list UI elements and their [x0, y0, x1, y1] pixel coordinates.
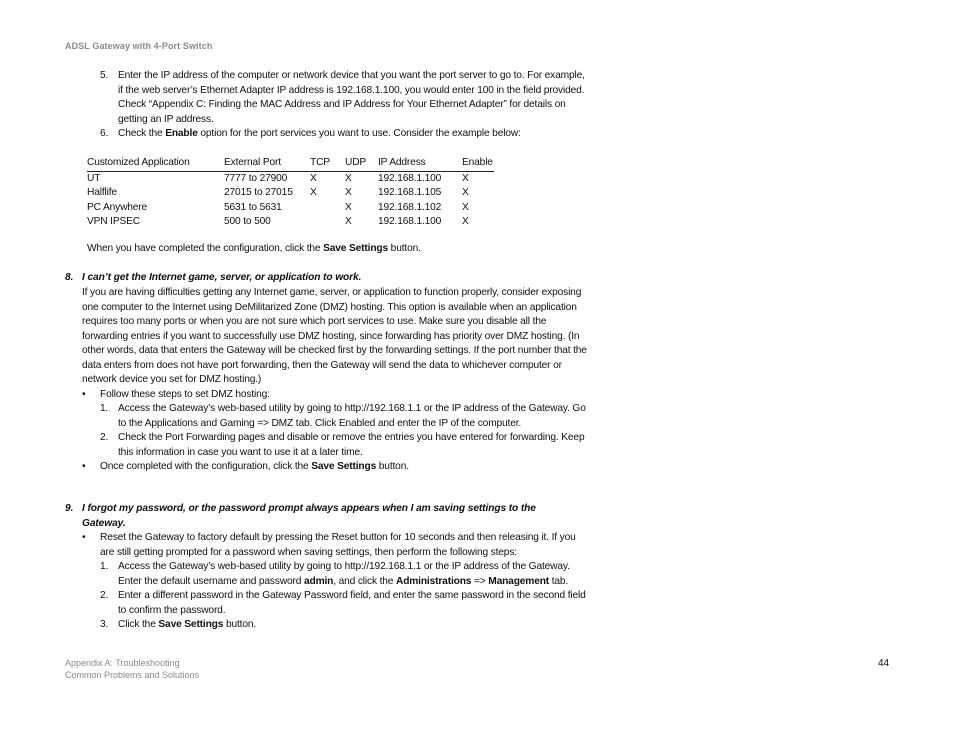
column-header: UDP: [345, 156, 378, 171]
table-cell: X: [345, 216, 352, 227]
question-8-body: [82, 286, 590, 475]
step-number: 3.: [100, 619, 109, 630]
table-cell: X: [310, 172, 317, 184]
table-cell: X: [462, 201, 469, 213]
table-row: [87, 215, 494, 230]
step-number: 2.: [100, 432, 109, 443]
step-text: [118, 618, 590, 633]
text-run: button.: [388, 243, 421, 254]
step-number: 2.: [100, 590, 109, 601]
bullet-item: [82, 460, 590, 475]
title-line: I forgot my password, or the password prompt always appears when I am saving settings to the: [82, 503, 536, 514]
table-cell: 27015 to 27015: [224, 187, 293, 198]
question-9-body: [82, 531, 590, 633]
title-line: Gateway.: [82, 517, 126, 529]
bullet-icon: •: [82, 461, 86, 472]
bullet-item: [82, 388, 590, 403]
dmz-steps: [82, 402, 590, 460]
table-cell: 7777 to 27900: [224, 172, 288, 184]
question-8-number: 8.: [65, 272, 74, 283]
admin-term: admin: [303, 575, 334, 587]
text-run: When you have completed the configuration, click the: [87, 243, 324, 254]
table-cell: X: [462, 172, 469, 184]
step-text: Check the Port Forwarding pages and disable or remove the entries you have entered for forwarding. Keep this information in case you want to use it at a later time.: [118, 432, 585, 458]
step-text: Access the Gateway’s web-based utility by going to http://192.168.1.1 or the IP address of the Gateway. Go to the Applications and Gaming => DMZ tab. Click Enabled and enter the IP of the computer.: [118, 403, 586, 429]
step-1: [100, 402, 590, 431]
management-term: Management: [488, 575, 550, 587]
bullet-text: Reset the Gateway to factory default by pressing the Reset button for 10 seconds and then releasing it. If you are still getting prompted for a password when saving settings, then perform the following steps:: [100, 532, 576, 558]
step-text: [118, 127, 590, 142]
table-cell: X: [345, 187, 352, 198]
completed-note: [87, 242, 587, 257]
table-cell: [310, 201, 345, 216]
running-header: ADSL Gateway with 4-Port Switch: [65, 41, 213, 51]
text-run: Once completed with the configuration, click the: [100, 461, 312, 472]
table-cell: 192.168.1.100: [378, 172, 442, 184]
question-8-title: I can’t get the Internet game, server, or application to work.: [82, 272, 362, 283]
bullet-text: [100, 460, 409, 475]
footer: [65, 657, 199, 681]
table-cell: PC Anywhere: [87, 201, 148, 213]
table-cell: 192.168.1.102: [378, 201, 442, 213]
save-settings-term: Save Settings: [311, 461, 377, 472]
text-run: option for the port services you want to use. Consider the example below:: [197, 128, 521, 139]
step-6: [100, 127, 590, 142]
bullet-text: Follow these steps to set DMZ hosting:: [100, 388, 270, 400]
text-run: Check the: [118, 128, 166, 139]
table-header-row: [87, 156, 494, 171]
step-number: 1.: [100, 403, 109, 414]
text-run: Access the Gateway’s web-based utility by going to http://192.168.1.1 or the IP address of the Gateway. Enter the default username and password: [118, 561, 570, 587]
column-header: Enable: [462, 156, 494, 171]
table-cell: 5631 to 5631: [224, 201, 282, 213]
step-3: [100, 618, 590, 633]
bullet-icon: •: [82, 388, 86, 400]
step-text: Enter a different password in the Gateway Password field, and enter the same password in the second field to confirm the password.: [118, 590, 586, 616]
table-cell: [310, 215, 345, 230]
text-run: =>: [471, 575, 489, 587]
step-text: [118, 560, 590, 589]
steps-5-6: [100, 69, 590, 142]
password-steps: [82, 560, 590, 633]
port-services-table: [87, 156, 494, 230]
table-cell: X: [310, 187, 317, 198]
step-2: [100, 589, 590, 618]
page-number: 44: [878, 658, 890, 669]
footer-subsection: Common Problems and Solutions: [65, 670, 200, 680]
bullet-item: [82, 531, 590, 560]
save-settings-term: Save Settings: [158, 619, 224, 630]
text-run: button.: [376, 461, 409, 472]
table-cell: 192.168.1.100: [378, 216, 442, 227]
column-header: IP Address: [378, 156, 462, 171]
enable-term: Enable: [165, 128, 198, 139]
dmz-paragraph: If you are having difficulties getting any Internet game, server, or application to function properly, consider exposing one computer to the Internet using DeMilitarized Zone (DMZ) hosting. This option is available when an application requires too many ports or when you are not sure which port services to use. Make sure you disable all the forwarding entries if you want to successfully use DMZ hosting, since forwarding has priority over DMZ hosting. (In other words, data that enters the Gateway will be checked first by the forwarding settings. If the port number that the data enters from does not have port forwarding, then the Gateway will send the data to whichever computer or network device you set for DMZ hosting.): [82, 287, 587, 385]
table-row: [87, 186, 494, 201]
step-text: Enter the IP address of the computer or network device that you want the port server to go to. For example, if the web server’s Ethernet Adapter IP address is 192.168.1.100, you would enter 100 in the field provided. Check “Appendix C: Finding the MAC Address and IP Address for Your Ethernet Adapter” for details on getting an IP address.: [118, 70, 585, 125]
table-cell: X: [462, 216, 469, 227]
table-cell: X: [345, 201, 352, 213]
table-cell: 500 to 500: [224, 216, 271, 227]
column-header: TCP: [310, 156, 345, 171]
text-run: , and click the: [333, 575, 396, 587]
footer-section: Appendix A: Troubleshooting: [65, 658, 180, 668]
table-row: [87, 171, 494, 186]
table-row: [87, 201, 494, 216]
step-number: 6.: [100, 128, 109, 139]
table-cell: 192.168.1.105: [378, 187, 442, 198]
text-run: tab.: [549, 575, 569, 587]
save-settings-term: Save Settings: [323, 243, 388, 254]
administrations-term: Administrations: [395, 575, 472, 587]
table-cell: VPN IPSEC: [87, 216, 140, 227]
question-9-title: [82, 502, 592, 531]
table-cell: UT: [87, 172, 101, 184]
text-run: button.: [223, 619, 257, 630]
text-run: Click the: [118, 619, 159, 630]
table-cell: X: [345, 172, 352, 184]
question-9-number: 9.: [65, 503, 74, 514]
column-header: External Port: [224, 156, 310, 171]
column-header: Customized Application: [87, 156, 224, 171]
table-cell: X: [462, 187, 469, 198]
table-cell: Halflife: [87, 187, 117, 198]
step-1: [100, 560, 590, 589]
step-2: [100, 431, 590, 460]
step-number: 5.: [100, 70, 109, 81]
step-number: 1.: [100, 561, 109, 572]
bullet-icon: •: [82, 532, 86, 543]
step-5: [100, 69, 590, 127]
